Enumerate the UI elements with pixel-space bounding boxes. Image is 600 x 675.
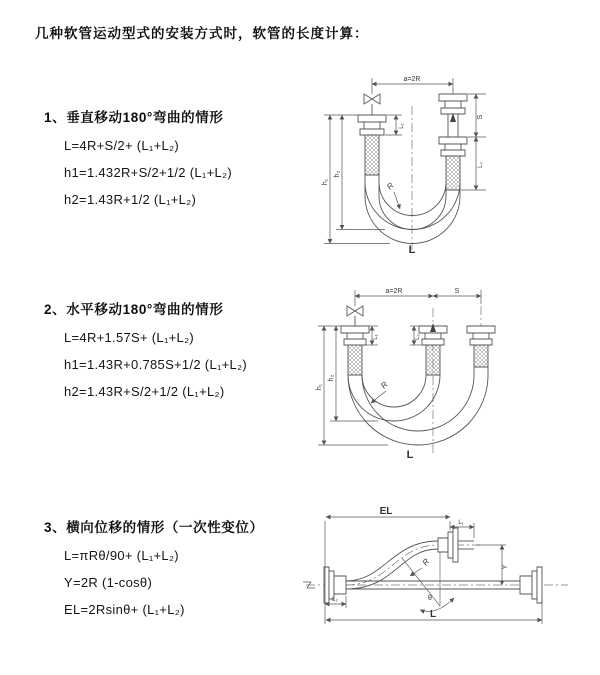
hose-u-bends: [348, 367, 488, 445]
dim-label-a2r: a=2R: [403, 76, 421, 83]
formula-y: Y=2R (1-cosθ): [64, 575, 153, 590]
dim-label-h1: h₁: [322, 178, 329, 186]
dim-label-l1: L₁: [373, 334, 379, 340]
valve-icon: [364, 94, 380, 104]
dim-label-h1: h₁: [316, 383, 323, 391]
dim-label-l2: L₂: [415, 334, 421, 340]
formula-el: EL=2Rsinθ+ (L₁+L₂): [64, 602, 185, 617]
section-1: [44, 106, 314, 207]
left-pipe-fitting: [341, 290, 369, 375]
formula-h2: h2=1.43R+1/2 (L₁+L₂): [64, 192, 197, 207]
dim-label-h2: h₂: [334, 170, 341, 178]
dim-label-l1: L₁: [399, 123, 405, 129]
length-label: L: [429, 609, 437, 620]
section-2: [44, 298, 314, 399]
braided-hose-section: [348, 345, 362, 375]
dim-label-s: S: [477, 114, 484, 120]
section-2-heading: 2、水平移动180°弯曲的情形: [44, 302, 224, 317]
dim-label-h2: h₂: [328, 374, 335, 382]
dimension-lines: [325, 517, 542, 624]
dim-label-l1: L₁: [458, 520, 464, 526]
length-label: L: [406, 449, 414, 461]
dim-label-l2: L₂: [332, 597, 338, 603]
right-pipe-fitting: [439, 78, 467, 190]
diagram-vertical-180-bend: [310, 70, 570, 255]
dim-label-l2: L₂: [478, 162, 484, 168]
braided-hose-section: [446, 156, 460, 190]
dimension-lines: [318, 290, 481, 445]
dim-label-el: EL: [379, 506, 393, 517]
formula-length: L=4R+S/2+ (L₁+L₂): [64, 138, 179, 153]
radius-label: R: [385, 180, 396, 192]
braided-hose-section: [474, 345, 488, 367]
page-title: 几种软管运动型式的安装方式时，软管的长度计算：: [35, 26, 369, 41]
section-3-heading: 3、横向位移的情形（一次性变位）: [44, 520, 264, 535]
formula-length: L=4R+1.57S+ (L₁+L₂): [64, 330, 195, 345]
left-pipe-fitting: [358, 78, 386, 175]
right-flange-fitting: [520, 567, 542, 603]
section-1-heading: 1、垂直移动180°弯曲的情形: [44, 110, 224, 125]
valve-icon: [347, 306, 363, 316]
formula-h2: h2=1.43R+S/2+1/2 (L₁+L₂): [64, 384, 225, 399]
diagram-horizontal-180-bend: [308, 282, 580, 464]
diagram-lateral-displacement: [298, 500, 590, 652]
radius-label: R: [420, 557, 432, 568]
dim-label-y: Y: [502, 564, 509, 570]
formula-length: L=πRθ/90+ (L₁+L₂): [64, 548, 179, 563]
dim-label-s: S: [454, 288, 460, 295]
section-3: [44, 516, 314, 617]
right-pipe-fitting: [467, 326, 495, 367]
dim-label-a2r: a=2R: [385, 288, 403, 295]
middle-pipe-fitting: [419, 323, 447, 375]
radius-label: R: [379, 379, 390, 391]
length-label: L: [408, 244, 416, 256]
braided-hose-section: [365, 135, 379, 175]
formula-h1: h1=1.43R+0.785S+1/2 (L₁+L₂): [64, 357, 248, 372]
formula-h1: h1=1.432R+S/2+1/2 (L₁+L₂): [64, 165, 232, 180]
braided-hose-section: [426, 345, 440, 375]
angle-label: θ: [428, 595, 432, 602]
